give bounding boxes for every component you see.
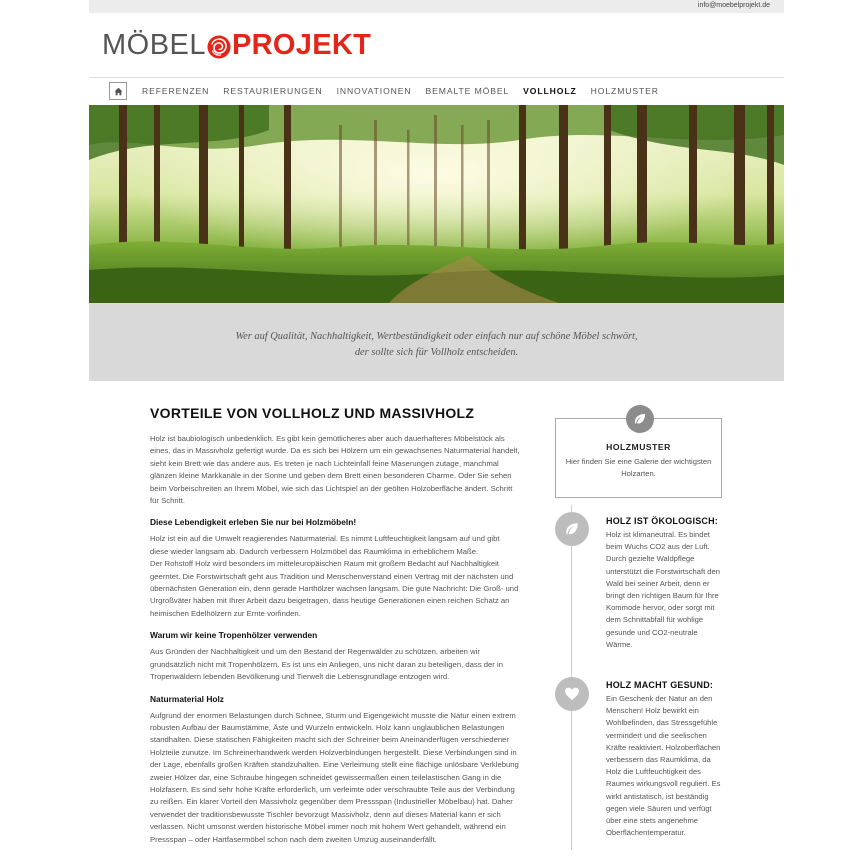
main-navigation <box>109 80 673 102</box>
home-icon <box>114 87 123 96</box>
logo-text-moebel: MÖBEL <box>102 29 207 61</box>
nav-item-restaurierungen[interactable]: RESTAURIERUNGEN <box>223 86 323 96</box>
sidebar-item-oekologisch <box>606 516 724 651</box>
nav-item-bemalte-moebel[interactable]: BEMALTE MÖBEL <box>425 86 510 96</box>
quote-line-2: der sollte sich für Vollholz entscheiden. <box>354 347 519 358</box>
intro-paragraph: Holz ist baubiologisch unbedenklich. Es gibt kein gemütlicheres aber auch dauerhafteres Möbelstück als eines, das in Massivholz gefertigt wurde. Da es sich bei Hölzern um ein gewachsenes Naturmaterial handelt, sieht kein Brett wie das andere aus. Es treten je nach Lichteinfall feine Maserungen zutage, manchmal glänzen kleine Markkanäle in der Sonne und geben dem Brett einen besonderen Charme. Oder Sie sehen beim Vorbeischreiten an Ihrem Möbel, wie sich das Lichtspiel an der geölten Holzoberfläche ändert. Schritt für Schritt. <box>150 434 520 506</box>
main-content <box>150 405 520 856</box>
quote-line-1: Wer auf Qualität, Nachhaltigkeit, Wertbeständigkeit oder einfach nur auf schöne Möbel schwört, <box>235 331 638 342</box>
page-title: VORTEILE VON VOLLHOLZ UND MASSIVHOLZ <box>150 405 475 421</box>
sidebar-item-gesund <box>606 680 724 839</box>
section-heading: Diese Lebendigkeit erleben Sie nur bei Holzmöbeln! <box>150 517 357 528</box>
hero-forest-image <box>89 105 784 303</box>
quote-band <box>89 303 784 381</box>
holzmuster-box-title: HOLZMUSTER <box>606 442 671 452</box>
leaf-icon <box>626 405 654 433</box>
section-heading: Warum wir keine Tropenhölzer verwenden <box>150 630 318 641</box>
section-paragraph: Der Rohstoff Holz wird besonders im mitteleuropäischen Raum mit großem Bedacht auf Nachhaltigkeit geerntet. Die Forstwirtschaft geht aus Tradition und Menschenverstand einen Vertrag mit der nächsten und übernächsten Generation ein, denn gerade Harthölzer wachsen langsam. Die gute Nachricht: Die Groß- und Urgroßväter haben mit Ihrer Arbeit dazu beigetragen, dass heutige Generationen einen reichen Schatz an heimischen Edelhölzern zur Ernte vorfinden. <box>150 559 519 618</box>
sidebar-item-text: Ein Geschenk der Natur an den Menschen! Holz bewirkt ein Wohlbefinden, das Stressgefühle vermindert und die seelischen Kräfte reaktiviert. Holzoberflächen verbessern das Raumklima, da Holz die Luftfeuchtigkeit des Raumes wirkungsvoll reguliert. Es wirkt antistatisch, ist beständig gegen viele Säuren und verfügt über eine stets angenehme Oberflächentemperatur. <box>606 694 721 838</box>
logo-text-projekt: PROJEKT <box>232 29 372 61</box>
nav-item-holzmuster[interactable]: HOLZMUSTER <box>590 86 659 96</box>
section-paragraph: Holz ist ein auf die Umwelt reagierendes Naturmaterial. Es nimmt Luftfeuchtigkeit langsam auf und gibt diese wieder langsam ab. Dadurch verbessern Holzmöbel das Raumklima in erheblichem Maße. <box>150 534 500 556</box>
top-bar <box>89 0 784 13</box>
holzmuster-box-text: Hier finden Sie eine Galerie der wichtigsten Holzarten. <box>565 457 712 478</box>
section-paragraph: Aufgrund der enormen Belastungen durch Schnee, Sturm und Eigengewicht musste die Natur einen extrem robusten Aufbau der Baumstämme, Äste und Wurzeln entwickeln. Holz kann unglaublichen Belastungen standhalten. Diese statischen Fähigkeiten macht sich der Schreiner beim Aneinanderfügen verschiedener Holzteile zunutze. Im Schreinerhandwerk werden Holzverbindungen hergestellt. Diese Verbindungen sind in der Lage, ebenfalls großen Kräften standzuhalten. Eine Verleimung stellt eine flächige unlösbare Verklebung zweier Hölzer dar, eine Schraube hingegen schneidet gewissermaßen einen teilelastischen Gang in die Holzfasern. Es sind sehr hohe Kräfte erforderlich, um verleimte oder verschraubte Teile aus der Verbindung zu reißen. Ein klarer Vorteil den Massivholz gegenüber dem Pressspan (Industrieller Möbelbau) hat. Daher verwendet der traditionsbewusste Tischler bevorzugt Massivholz, denn auf dieses Material kann er sich verlassen. Nicht umsonst werden historische Möbel immer noch mit hohem Wert gehandelt, während ein Pressspan – oder Hartfasermöbel schon nach dem zweiten Umzug auseinanderfällt. <box>150 710 519 844</box>
sidebar-item-title: HOLZ MACHT GESUND: <box>606 680 714 690</box>
nav-divider <box>89 77 784 78</box>
nav-item-vollholz[interactable]: VOLLHOLZ <box>523 86 577 96</box>
heart-icon <box>555 677 589 711</box>
nav-item-innovationen[interactable]: INNOVATIONEN <box>336 86 412 96</box>
leaf-icon <box>555 512 589 546</box>
rose-logo-icon <box>207 34 231 58</box>
contact-email-link[interactable]: info@moebelprojekt.de <box>697 2 770 9</box>
site-logo[interactable] <box>102 29 371 61</box>
sidebar-item-text: Holz ist klimaneutral. Es bindet beim Wuchs CO2 aus der Luft. Durch gezielte Waldpflege unterstützt die Forstwirtschaft den Wald bei seiner Arbeit, denn er bringt den richtigen Baum für Ihre Kommode hervor, oder sorgt mit dem Schnittabfall für wohlige gesunde und CO2-neutrale Wärme. <box>606 530 720 649</box>
home-button[interactable] <box>109 82 127 100</box>
section-heading: Naturmaterial Holz <box>150 693 224 704</box>
sidebar-item-title: HOLZ IST ÖKOLOGISCH: <box>606 516 718 526</box>
section-paragraph: Aus Gründen der Nachhaltigkeit und um den Bestand der Regenwälder zu schützen, arbeiten wir grundsätzlich nicht mit Tropenhölzern. Es ist uns ein Anliegen, uns nicht daran zu beteiligen, dass der in Tropenwäldern lebenden Bevölkerung und Tierwelt die Lebensgrundlage entzogen wird. <box>150 647 503 682</box>
quote-text <box>89 329 784 361</box>
nav-item-referenzen[interactable]: REFERENZEN <box>142 86 210 96</box>
